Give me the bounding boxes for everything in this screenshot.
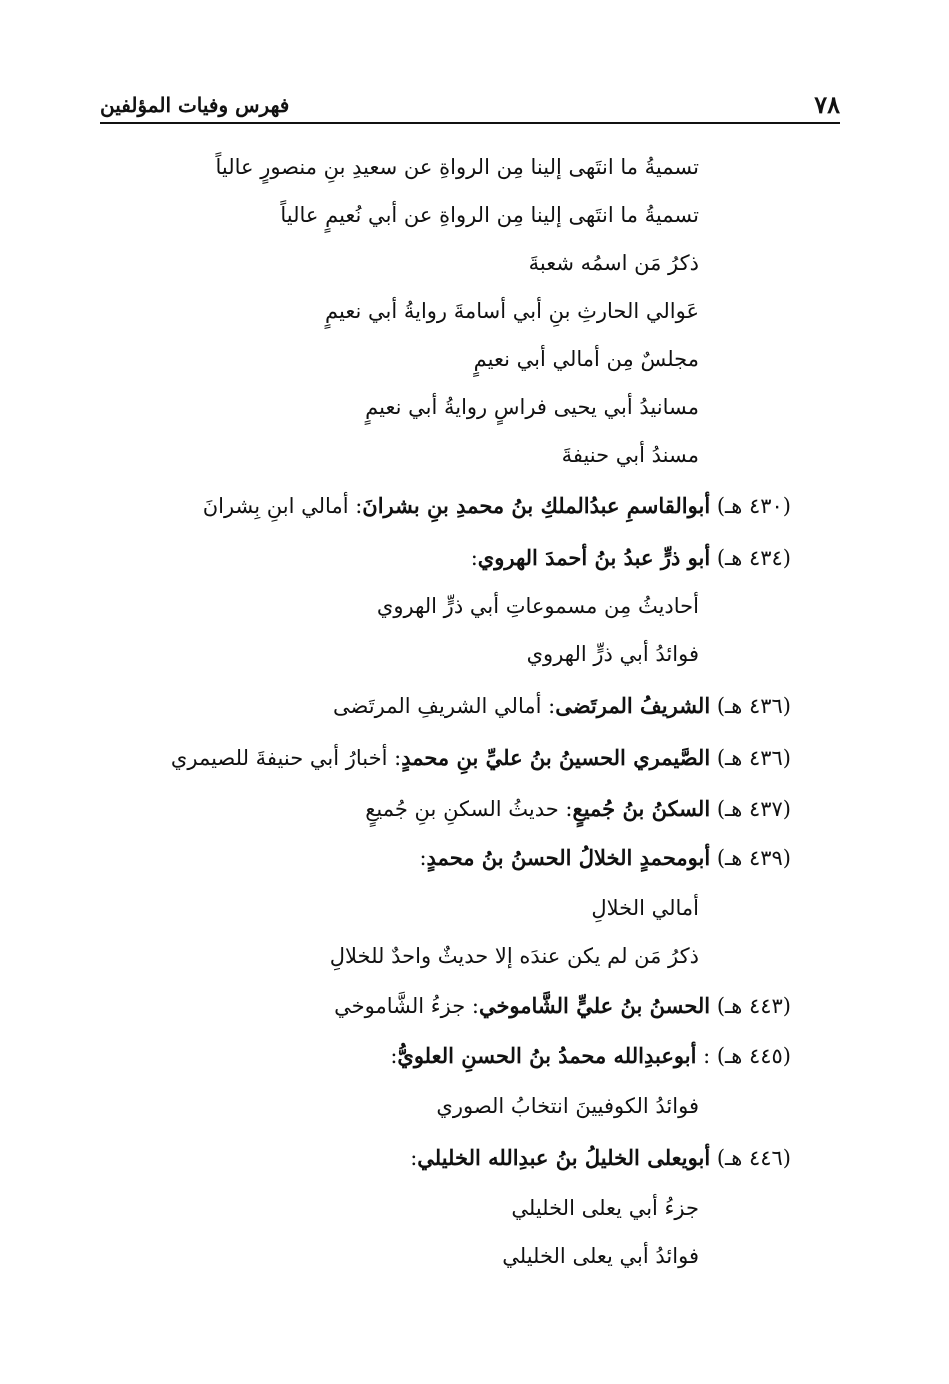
author-name: السكنُ بنُ جُميعٍ [572, 796, 711, 821]
page-header [100, 88, 840, 124]
author-name: الشريفُ المرتَضى [555, 693, 711, 718]
work-line: جزءُ أبي يعلى الخليلي [511, 1196, 699, 1220]
death-year: (٤٤٣ هـ) [716, 994, 791, 1018]
death-year: (٤٣٤ هـ) [716, 546, 791, 570]
author-name: الحسنُ بنُ عليٍّ الشَّاموخي [478, 993, 711, 1018]
running-title: فهرس وفيات المؤلفين [100, 93, 290, 117]
author-entry [410, 1140, 791, 1176]
work-title: : أمالي ابنِ بِشرانَ [202, 494, 363, 518]
work-line: عَوالي الحارثِ بنِ أبي أسامةَ روايةُ أبي نعيمٍ [325, 299, 699, 323]
author-name: أبويعلى الخليلُ بنُ عبدِالله الخليلي [417, 1145, 711, 1170]
work-line: ذكرُ مَن اسمُه شعبةَ [528, 251, 699, 275]
work-line: فوائدُ الكوفيينَ انتخابُ الصوري [436, 1094, 699, 1118]
work-title: : [470, 546, 478, 570]
work-line: مسندُ أبي حنيفةَ [561, 443, 699, 467]
work-line: ذكرُ مَن لم يكن عندَه إلا حديثٌ واحدٌ للخلالِ [329, 944, 699, 968]
death-year: (٤٣٠ هـ) [716, 494, 791, 518]
author-name: أبوعبدِالله محمدُ بنُ الحسنِ العلويُّ [397, 1043, 697, 1068]
death-year: (٤٣٧ هـ) [716, 797, 791, 821]
author-entry [471, 540, 791, 576]
author-entry [334, 988, 791, 1024]
author-name: أبو ذرٍّ عبدُ بنُ أحمدَ الهروي [477, 545, 711, 570]
author-name: أبوالقاسمِ عبدُالملكِ بنُ محمدِ بنِ بشرانَ [362, 493, 711, 518]
work-line: أمالي الخلالِ [591, 896, 699, 920]
page-number: ٧٨ [814, 90, 840, 119]
work-line: فوائدُ أبي ذرٍّ الهروي [526, 642, 699, 666]
work-line: تسميةُ ما انتَهى إلينا مِن الرواةِ عن أبي نُعيمٍ عالياً [280, 203, 699, 227]
death-year: (٤٤٥ هـ) : [703, 1044, 791, 1068]
author-entry [333, 688, 791, 724]
work-title: : جزءُ الشَّاموخي [334, 994, 479, 1018]
work-line: أحاديثُ مِن مسموعاتِ أبي ذرٍّ الهروي [376, 594, 699, 618]
author-entry [203, 488, 791, 524]
work-title: : [390, 1044, 398, 1068]
work-title: : [410, 1146, 418, 1170]
death-year: (٤٣٦ هـ) [716, 694, 791, 718]
author-entry [171, 740, 791, 776]
death-year: (٤٣٦ هـ) [716, 746, 791, 770]
author-entry [365, 791, 791, 827]
work-line: مجلسٌ مِن أمالي أبي نعيمٍ [473, 347, 699, 371]
work-title: : حديثُ السكنِ بنِ جُميعٍ [365, 797, 573, 821]
author-name: الصَّيمري الحسينُ بنُ عليِّ بنِ محمدٍ [401, 745, 711, 770]
author-entry [419, 840, 791, 876]
work-title: : أخبارُ أبي حنيفةَ للصيمري [170, 746, 402, 770]
work-line: فوائدُ أبي يعلى الخليلي [502, 1244, 699, 1268]
work-line: مسانيدُ أبي يحيى فراسٍ روايةُ أبي نعيمٍ [365, 395, 699, 419]
author-name: أبومحمدٍ الخلالُ الحسنُ بنُ محمدٍ [426, 845, 711, 870]
work-title: : أمالي الشريفِ المرتَضى [333, 694, 556, 718]
author-entry [390, 1038, 791, 1074]
death-year: (٤٣٩ هـ) [716, 846, 791, 870]
work-title: : [419, 846, 427, 870]
work-line: تسميةُ ما انتَهى إلينا مِن الرواةِ عن سعيدِ بنِ منصورٍ عالياً [215, 155, 699, 179]
death-year: (٤٤٦ هـ) [716, 1146, 791, 1170]
